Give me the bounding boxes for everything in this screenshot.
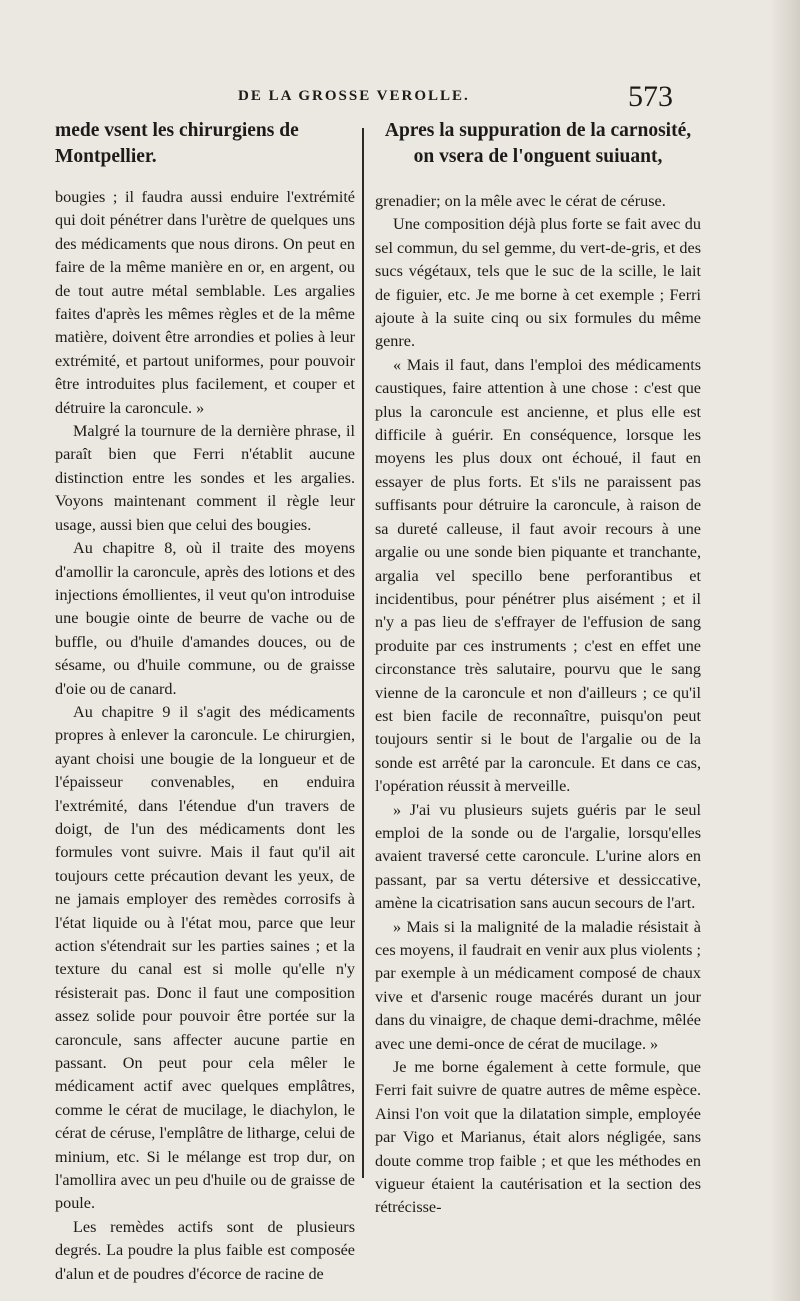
paragraph: grenadier; on la mêle avec le cérat de céruse. — [375, 192, 666, 210]
paragraph: Une composition déjà plus forte se fait avec du sel commun, du sel gemme, du vert-de-gris, et des sucs végétaux, tels que le suc de la scille, le lait de figuier, etc. Je me borne à cet exemple ; Ferri ajoute à la suite cinq ou six formules du même genre. — [375, 215, 701, 351]
column-divider — [362, 128, 364, 1178]
right-column — [375, 190, 701, 1220]
paragraph: » J'ai vu plusieurs sujets guéris par le seul emploi de la sonde ou de l'argalie, lorsqu'elles avaient traversé cette caroncule. L'urine alors en passant, par sa vertu détersive et dessiccative, amène la cicatrisation sans aucun secours de l'art. — [375, 800, 701, 913]
paragraph: » Mais si la malignité de la maladie résistait à ces moyens, il faudrait en venir aux plus violents ; par exemple à un médicament composé de chaux vive et d'arsenic rouge macérés durant un jour dans du vinaigre, de chaque demi-drachme, mêlée avec une demi-once de cérat de mucilage. » — [375, 917, 701, 1053]
paragraph: Au chapitre 9 il s'agit des médicaments propres à enlever la caroncule. Le chirurgien, ayant choisi une bougie de la longueur et de l'épaisseur convenables, en enduira l'extrémité, dans l'étendue d'un travers de doigt, de l'un des médicaments dont les formules vont suivre. Mais il faut qu'il ait toujours cette précaution devant les yeux, de ne jamais employer des remèdes corrosifs à l'état liquide ou à l'état mou, parce que leur action s'étendrait sur les parties saines ; et la texture du canal est si molle qu'elle n'y résisterait pas. Donc il faut une composition assez solide pour pouvoir être portée sur la caroncule, sans affecter aucune partie en passant. On peut pour cela mêler le médicament actif avec quelques emplâtres, comme le cérat de mucilage, le diachylon, le cérat de céruse, l'emplâtre de litharge, celui de minium, etc. Si le mélange est trop dur, on l'amollira avec un peu d'huile ou de graisse de poule. — [55, 702, 355, 1213]
page-header — [0, 80, 800, 116]
page-edge-shadow — [770, 0, 800, 1301]
paragraph: « Mais il faut, dans l'emploi des médicaments caustiques, faire attention à une chose : c'est que plus la caroncule est ancienne, et plus elle est difficile à guérir. En conséquence, lorsque les moyens les plus doux ont échoué, il faut en essayer de plus forts. Et s'ils ne paraissent pas suffisants pour détruire la caroncule, à raison de sa dureté calleuse, il faut avoir recours à une argalie ou une sonde bien piquante et tranchante, argalia vel specillo bene perforantibus et incidentibus, pour pénétrer plus aisément ; et il n'y a pas lieu de s'effrayer de l'effusion de sang produite par ces instruments ; c'est en effet une circonstance très salutaire, pourvu que le sang vienne de la caroncule et non d'ailleurs ; ce qu'il est bien facile de reconnaître, puisqu'on peut toujours sentir si le bout de l'argalie ou de la sonde est arrêté par la caroncule. Et dans ce cas, l'opération réussit à merveille. — [375, 355, 701, 796]
running-title: DE LA GROSSE VEROLLE. — [238, 88, 470, 104]
paragraph: Malgré la tournure de la dernière phrase, il paraît bien que Ferri n'établit aucune distinction entre les sondes et les argalies. Voyons maintenant comment il règle leur usage, aussi bien que celui des bougies. — [55, 422, 355, 534]
right-column-heading: Apres la suppuration de la carnosité, on vsera de l'onguent suiuant, — [384, 120, 692, 167]
paragraph: bougies ; il faudra aussi enduire l'extrémité qui doit pénétrer dans l'urètre de quelques uns des médicaments que nous dirons. On peut en faire de la même manière en or, en argent, ou de tout autre métal semblable. Les argalies faites d'après les mêmes règles et de la même matière, doivent être arrondies et polies à leur extrémité, et partout uniformes, pour pouvoir être introduites plus facilement, et couper et détruire la caroncule. » — [55, 188, 355, 417]
left-column-heading: mede vsent les chirurgiens de Montpellier. — [55, 120, 299, 167]
paragraph: Je me borne également à cette formule, que Ferri fait suivre de quatre autres de même espèce. Ainsi l'on voit que la dilatation simple, employée par Vigo et Marianus, était alors négligée, sans doute comme trop faible ; et que les méthodes en vigueur étaient la cautérisation et la section des rétrécisse- — [375, 1058, 701, 1217]
paragraph: Au chapitre 8, où il traite des moyens d'amollir la caroncule, après des lotions et des injections émollientes, il veut qu'on introduise une bougie ointe de beurre de vache ou de buffle, ou d'huile d'amandes douces, ou de sésame, ou d'huile commune, ou de graisse d'oie ou de canard. — [55, 539, 355, 698]
page-number: 573 — [628, 80, 673, 113]
left-column — [55, 186, 355, 1286]
paragraph: Les remèdes actifs sont de plusieurs degrés. La poudre la plus faible est composée d'alun et de poudres d'écorce de racine de — [55, 1217, 355, 1283]
